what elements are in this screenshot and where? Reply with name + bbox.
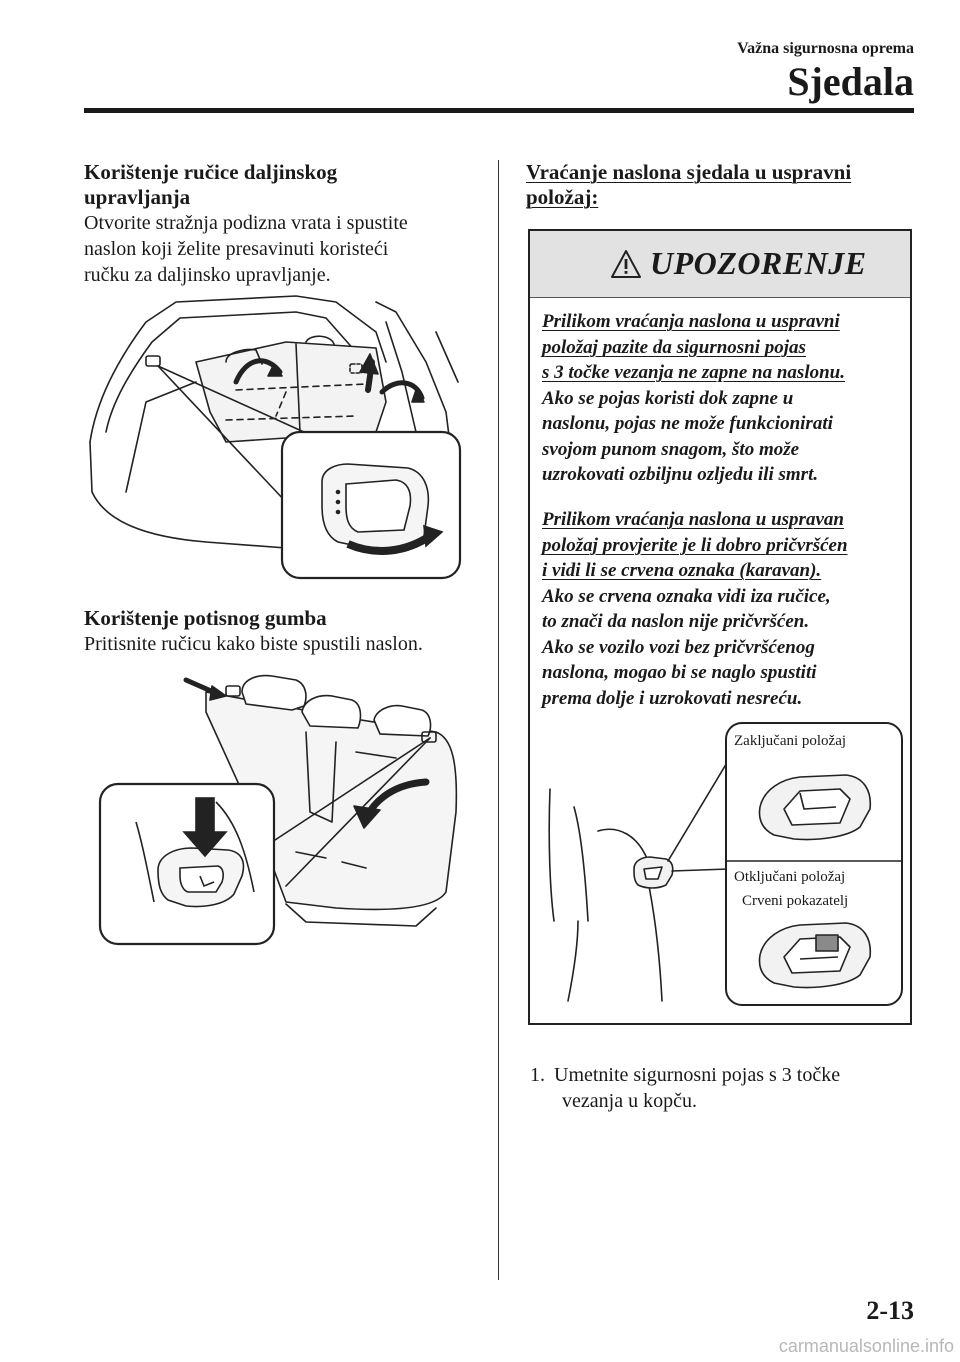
warning-p1-underlined-1: Prilikom vraćanja naslona u uspravni: [542, 311, 840, 332]
warning-paragraph-1: [542, 309, 906, 488]
lock-state-illustration: [538, 721, 910, 1013]
warning-p2-line-7: naslona, mogao bi se naglo spustiti: [542, 662, 817, 683]
unlocked-position-label: Otključani položaj: [734, 869, 846, 885]
warning-paragraph-2: [542, 507, 906, 711]
locked-position-label: Zaključani položaj: [734, 733, 847, 749]
section-name: Važna sigurnosna oprema: [737, 40, 914, 57]
red-indicator-label: Crveni pokazatelj: [742, 893, 849, 909]
push-button-section: [84, 606, 484, 657]
watermark: carmanualsonline.info: [778, 1336, 954, 1356]
page-number: 2-13: [866, 1296, 914, 1325]
push-button-detail-inset: [100, 784, 274, 944]
remote-lever-body-line-2: naslon koji želite presavinuti koristeći: [84, 238, 389, 260]
step-1-line-1: Umetnite sigurnosni pojas s 3 točke: [554, 1064, 841, 1086]
warning-p1-line-7: uzrokovati ozbiljnu ozljedu ili smrt.: [542, 464, 819, 485]
remote-lever-body-line-3: ručku za daljinsko upravljanje.: [84, 264, 331, 286]
push-button-body: Pritisnite ručicu kako biste spustili naslon.: [84, 633, 423, 655]
remote-lever-section: [84, 160, 484, 288]
warning-header: [530, 231, 910, 298]
warning-p2-line-4: Ako se crvena oznaka vidi iza ručice,: [542, 585, 831, 607]
warning-p2-underlined-3: i vidi li se crvena oznaka (karavan).: [542, 560, 822, 581]
warning-p1-underlined-3: s 3 točke vezanja ne zapne na naslonu.: [542, 362, 845, 383]
warning-p1-line-4: Ako se pojas koristi dok zapne u: [542, 387, 794, 409]
push-button-heading: Korištenje potisnog gumba: [84, 606, 327, 630]
warning-p2-underlined-2: položaj provjerite je li dobro pričvršćen: [542, 534, 848, 556]
upright-heading-line-1: Vraćanje naslona sjedala u uspravni: [526, 160, 852, 184]
warning-p2-line-8: prema dolje i uzrokovati nesreću.: [542, 687, 803, 709]
upright-heading-line-2: položaj:: [526, 185, 599, 209]
upright-section-heading: [526, 160, 916, 210]
header-divider: [84, 108, 914, 113]
rear-seat-button-illustration: [96, 672, 468, 952]
warning-p1-underlined-2: položaj pazite da sigurnosni pojas: [542, 336, 806, 358]
page-title: Sjedala: [787, 59, 914, 104]
step-1-line-2: vezanja u kopču.: [562, 1090, 697, 1112]
cargo-area-illustration: [86, 292, 466, 584]
warning-p2-underlined-1: Prilikom vraćanja naslona u uspravan: [542, 509, 844, 530]
warning-p2-line-5: to znači da naslon nije pričvršćen.: [542, 611, 810, 632]
warning-p2-line-6: Ako se vozilo vozi bez pričvršćenog: [542, 636, 815, 658]
column-divider: [498, 160, 499, 1280]
warning-p1-line-6: svojom punom snagom, što može: [542, 438, 800, 460]
step-1-text: [554, 1062, 914, 1114]
remote-lever-detail-inset: [282, 432, 460, 578]
step-1-number: 1.: [530, 1064, 545, 1086]
remote-lever-body-line-1: Otvorite stražnja podizna vrata i spustite: [84, 212, 408, 234]
remote-lever-heading-line-1: Korištenje ručice daljinskog: [84, 160, 338, 184]
remote-lever-heading-line-2: upravljanja: [84, 185, 191, 209]
warning-title: UPOZORENJE: [650, 245, 867, 281]
warning-p1-line-5: naslonu, pojas ne može funkcionirati: [542, 413, 833, 434]
warning-box: [528, 229, 912, 1025]
warning-triangle-icon: [610, 249, 642, 279]
